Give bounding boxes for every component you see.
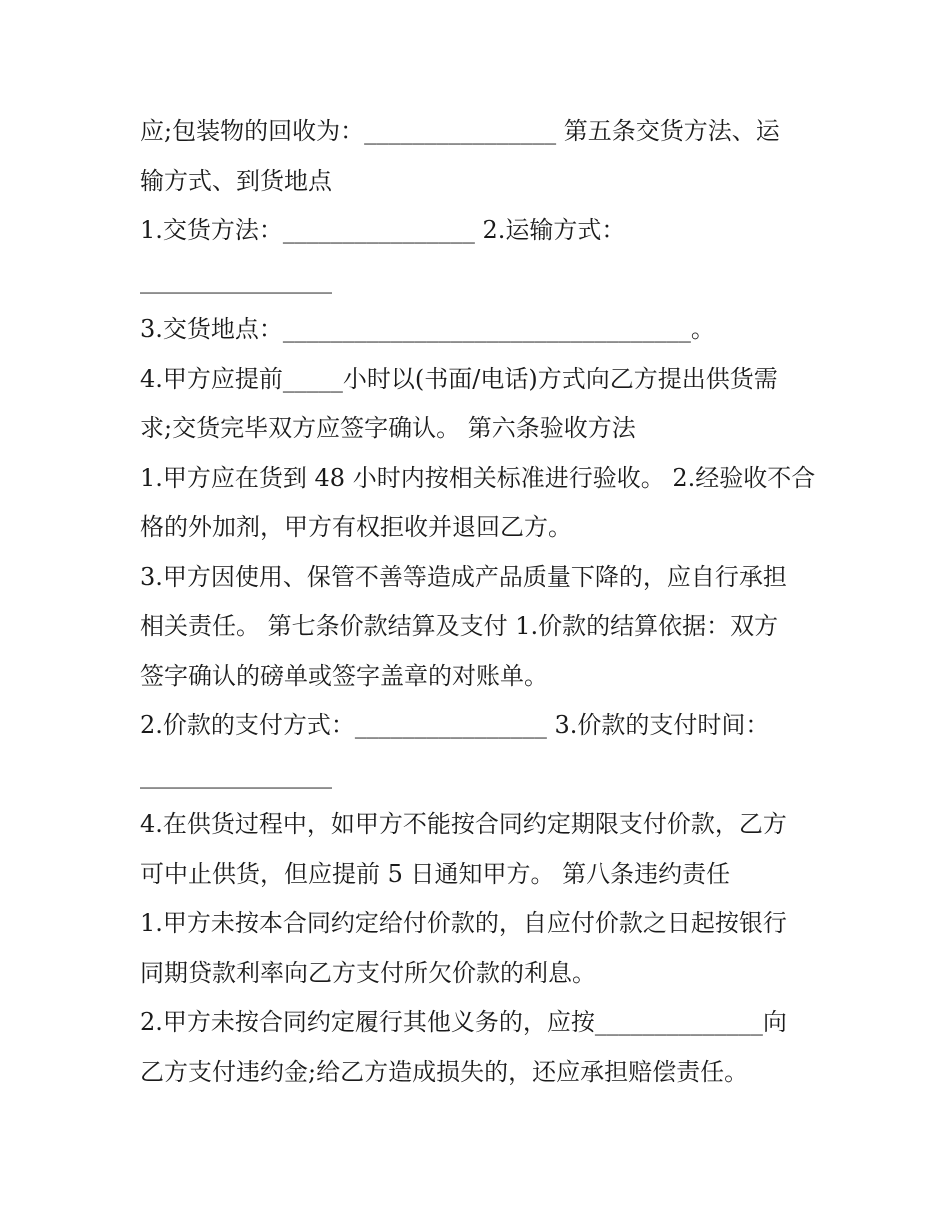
text-line-20: 乙方支付违约金;给乙方造成损失的，还应承担赔偿责任。: [140, 1057, 749, 1086]
text-line-7: 求;交货完毕双方应签字确认。 第六条验收方法: [140, 414, 636, 442]
text-line-2: 输方式、到货地点: [140, 166, 332, 195]
text-line-16: 可中止供货，但应提前 5 日通知甲方。 第八条违约责任: [140, 859, 731, 888]
text-line-18: 同期贷款利率向乙方支付所欠价款的利息。: [140, 958, 596, 987]
text-line-8: 1.甲方应在货到 48 小时内按相关标准进行验收。 2.经验收不合: [140, 463, 816, 492]
text-line-9: 格的外加剂，甲方有权拒收并退回乙方。: [140, 513, 572, 541]
text-line-14: ________________: [140, 760, 332, 789]
text-line-19: 2.甲方未按合同约定履行其他义务的，应按______________向: [140, 1008, 787, 1036]
text-line-10: 3.甲方因使用、保管不善等造成产品质量下降的，应自行承担: [140, 562, 787, 591]
text-line-15: 4.在供货过程中，如甲方不能按合同约定期限支付价款，乙方: [140, 810, 787, 838]
text-line-4: ________________: [140, 265, 332, 294]
text-line-13: 2.价款的支付方式：________________ 3.价款的支付时间：: [140, 711, 770, 739]
text-line-6: 4.甲方应提前_____小时以(书面/电话)方式向乙方提出供货需: [140, 364, 778, 393]
text-line-1: 应;包装物的回收为：________________ 第五条交货方法、运: [140, 117, 780, 145]
text-line-3: 1.交货方法：________________ 2.运输方式：: [140, 216, 626, 244]
text-line-17: 1.甲方未按本合同约定给付价款的，自应付价款之日起按银行: [140, 909, 787, 937]
document-body: [140, 107, 820, 1097]
text-line-11: 相关责任。 第七条价款结算及支付 1.价款的结算依据：双方: [140, 612, 779, 640]
text-line-12: 签字确认的磅单或签字盖章的对账单。: [140, 661, 548, 690]
text-line-5: 3.交货地点：__________________________________。: [140, 315, 715, 343]
